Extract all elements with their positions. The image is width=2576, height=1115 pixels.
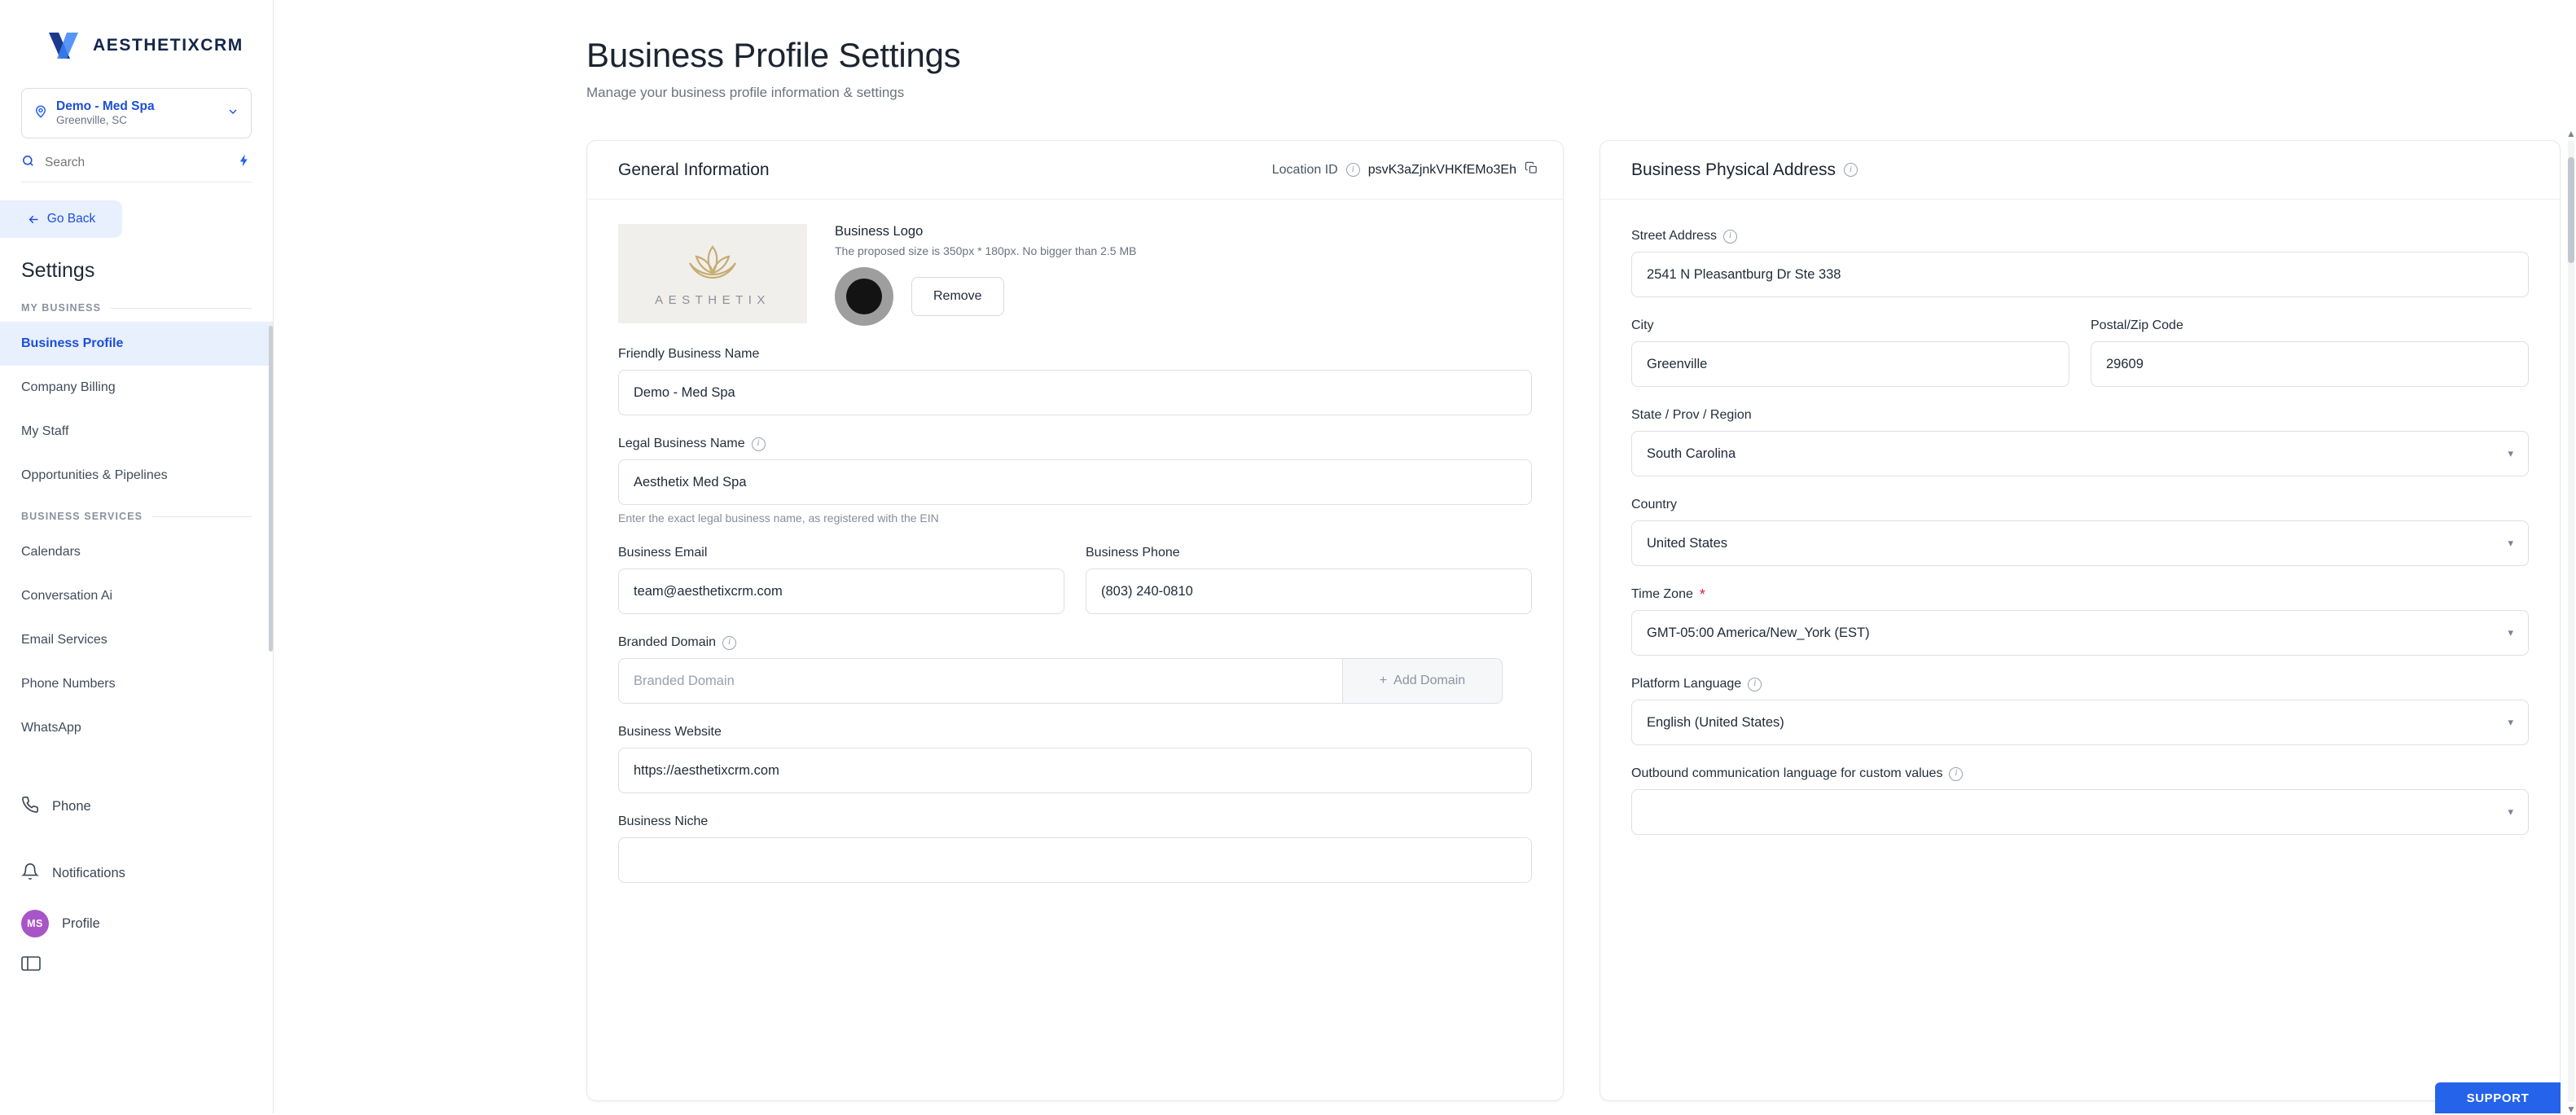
chevron-down-icon: ▾ [2508,806,2513,818]
remove-logo-button[interactable]: Remove [911,277,1004,316]
brand-name: AESTHETIXCRM [93,36,244,55]
page-scrollbar[interactable] [2566,128,2576,1115]
outbound-language-field [1631,766,2529,835]
sidebar-item-notifications[interactable] [0,848,273,898]
branded-domain-label [618,635,1532,650]
info-icon[interactable]: i [1748,678,1762,691]
legal-business-name-label-text: Legal Business Name [618,437,745,450]
copy-icon[interactable] [1525,161,1538,179]
support-button[interactable]: SUPPORT [2435,1082,2561,1113]
sidebar-item-label: Notifications [52,865,125,880]
divider [152,516,252,517]
state-value: South Carolina [1647,446,1736,461]
general-card-header [587,141,1563,200]
avatar: MS [21,910,49,937]
platform-language-field [1631,677,2529,745]
sidebar-item-label: My Staff [21,424,69,438]
group-label: MY BUSINESS [21,302,102,314]
location-id-label: Location ID [1271,162,1338,177]
state-field [1631,408,2529,476]
sidebar-item-label: Business Profile [21,336,124,350]
info-icon[interactable]: i [1949,767,1963,781]
friendly-business-name-label: Friendly Business Name [618,347,760,361]
sidebar-item-label: Phone Numbers [21,677,116,691]
street-address-label-text: Street Address [1631,229,1717,243]
business-phone-field [1086,546,1532,614]
quick-actions-icon[interactable] [237,153,252,172]
city-input[interactable] [1631,341,2069,387]
friendly-business-name-input[interactable] [618,370,1532,415]
legal-business-name-hint: Enter the exact legal business name, as registered with the EIN [618,511,939,525]
branded-domain-label-text: Branded Domain [618,635,717,649]
sidebar-item-whatsapp[interactable] [0,706,273,750]
sidebar-item-email-services[interactable] [0,618,273,662]
timezone-select[interactable] [1631,610,2529,656]
sidebar-item-calendars[interactable] [0,530,273,574]
info-icon[interactable]: i [1723,230,1737,244]
required-asterisk: * [1699,586,1705,603]
sidebar-item-label: Email Services [21,633,108,647]
business-website-input[interactable] [618,748,1532,793]
aesthetix-logo-icon [46,29,81,62]
go-back-button[interactable] [0,200,122,238]
sidebar-item-label: Opportunities & Pipelines [21,468,168,482]
add-domain-label: Add Domain [1393,674,1466,687]
business-website-field [618,725,1532,793]
platform-language-select[interactable] [1631,700,2529,745]
timezone-label-text: Time Zone [1631,587,1693,601]
email-phone-row [618,546,1532,614]
sidebar-item-company-billing[interactable] [0,366,273,410]
sidebar-item-my-staff[interactable] [0,410,273,454]
go-back-label: Go Back [46,212,96,226]
sidebar-scrollbar[interactable] [269,326,273,652]
phone-icon [21,796,39,818]
sidebar-item-opportunities-pipelines[interactable] [0,454,273,498]
business-logo-row [618,224,1532,326]
sidebar-search-row [21,153,252,182]
country-value: United States [1647,535,1728,551]
business-niche-field [618,814,1532,883]
scroll-down-icon[interactable]: ▼ [2566,1104,2576,1115]
sidebar-item-conversation-ai[interactable] [0,574,273,618]
scrollbar-thumb[interactable] [2568,157,2574,263]
city-field [1631,318,2069,387]
location-pin-icon [33,104,48,123]
sidebar-item-label: WhatsApp [21,721,81,735]
timezone-label [1631,587,2529,602]
location-id-value: psvK3aZjnkVHKfEMo3Eh [1367,162,1516,177]
city-postal-row [1631,318,2529,387]
business-logo-hint: The proposed size is 350px * 180px. No bigger than 2.5 MB [835,244,1137,257]
business-physical-address-card [1600,128,2576,1115]
page-subtitle: Manage your business profile information & settings [586,85,905,100]
postal-code-field [2091,318,2529,387]
platform-language-value: English (United States) [1647,714,1784,730]
sidebar-item-phone[interactable] [0,781,273,832]
add-domain-button[interactable] [1343,658,1503,704]
logo-flower-icon [675,240,750,292]
business-email-field [618,546,1064,614]
chevron-down-icon: ▾ [2508,447,2513,459]
sidebar [0,0,274,1113]
info-icon[interactable]: i [752,437,766,451]
outbound-language-select[interactable] [1631,789,2529,835]
address-card-title [1631,160,1858,180]
street-address-label [1631,229,2529,244]
legal-business-name-field [618,437,1532,525]
postal-code-input[interactable] [2091,341,2529,387]
outbound-language-label-text: Outbound communication language for custom values [1631,766,1943,780]
friendly-business-name-field [618,347,1532,415]
country-label: Country [1631,498,1678,511]
settings-heading: Settings [21,259,95,282]
street-address-input[interactable] [1631,252,2529,297]
sidebar-item-label: Company Billing [21,380,116,394]
postal-code-label: Postal/Zip Code [2091,318,2183,332]
sidebar-item-label: Phone [52,798,91,814]
business-niche-label: Business Niche [618,814,709,828]
sidebar-item-profile[interactable] [0,898,273,949]
country-field [1631,498,2529,566]
sidebar-item-business-profile[interactable] [0,322,273,366]
platform-language-label-text: Platform Language [1631,677,1742,691]
search-input[interactable] [43,155,229,171]
scroll-up-icon[interactable]: ▲ [2566,128,2576,139]
sidebar-item-phone-numbers[interactable] [0,662,273,706]
state-label: State / Prov / Region [1631,408,1752,422]
main-content [274,0,2576,1115]
business-logo-info [835,224,1136,326]
outbound-language-label [1631,766,2529,781]
address-card-header [1600,141,2560,200]
branded-domain-input[interactable] [618,658,1343,704]
sidebar-item-collapse[interactable] [0,949,273,981]
city-label: City [1631,318,1654,332]
sidebar-item-label: Conversation Ai [21,589,113,603]
info-icon[interactable]: i [1346,163,1360,177]
state-select[interactable] [1631,431,2529,476]
plus-icon: + [1379,674,1388,687]
street-address-field [1631,229,2529,297]
location-sub: Greenville, SC [56,114,128,127]
chevron-down-icon: ▾ [2508,716,2513,728]
business-website-label: Business Website [618,725,722,739]
page-title: Business Profile Settings [586,36,961,74]
location-id-row [1272,161,1538,179]
sidebar-item-label: Calendars [21,545,81,559]
scrollbar-track[interactable] [2568,141,2574,1102]
arrow-left-icon [27,213,41,226]
divider [111,308,252,309]
chevron-down-icon: ▾ [2508,537,2513,549]
address-card-body [1600,200,2560,835]
logo-thumbnail[interactable] [835,267,893,326]
business-email-label: Business Email [618,546,708,560]
business-phone-input[interactable] [1086,568,1532,614]
address-card-title-text: Business Physical Address [1631,160,1836,179]
group-label: BUSINESS SERVICES [21,511,143,522]
sidebar-item-label: Profile [62,915,100,931]
info-icon[interactable]: i [1844,163,1858,177]
location-name: Demo - Med Spa [56,99,155,113]
business-logo-wordmark: AESTHETIX [655,293,770,307]
brand-logo[interactable] [0,0,273,83]
platform-language-label [1631,677,2529,691]
business-logo-preview [618,224,807,323]
settings-cards [274,101,2576,1115]
general-card-title: General Information [618,160,770,179]
general-card-body [587,200,1563,883]
country-select[interactable] [1631,520,2529,566]
branded-domain-field [618,635,1532,704]
business-phone-label: Business Phone [1086,546,1180,560]
business-email-input[interactable] [618,568,1064,614]
legal-business-name-label [618,437,1532,451]
legal-business-name-input[interactable] [618,459,1532,505]
chevron-down-icon: ▾ [2508,626,2513,639]
sidebar-group-business-services [0,498,273,530]
info-icon[interactable]: i [722,636,736,650]
sidebar-group-my-business [0,289,273,322]
chevron-down-icon[interactable] [226,105,239,122]
general-information-card [586,140,1564,1101]
business-logo-label: Business Logo [835,224,924,239]
collapse-icon [21,956,41,975]
page-header [274,0,2561,101]
location-switcher[interactable] [21,88,252,138]
business-niche-input[interactable] [618,837,1532,883]
bell-icon [21,863,39,885]
search-icon [21,154,35,172]
timezone-field [1631,587,2529,656]
timezone-value: GMT-05:00 America/New_York (EST) [1647,625,1870,640]
